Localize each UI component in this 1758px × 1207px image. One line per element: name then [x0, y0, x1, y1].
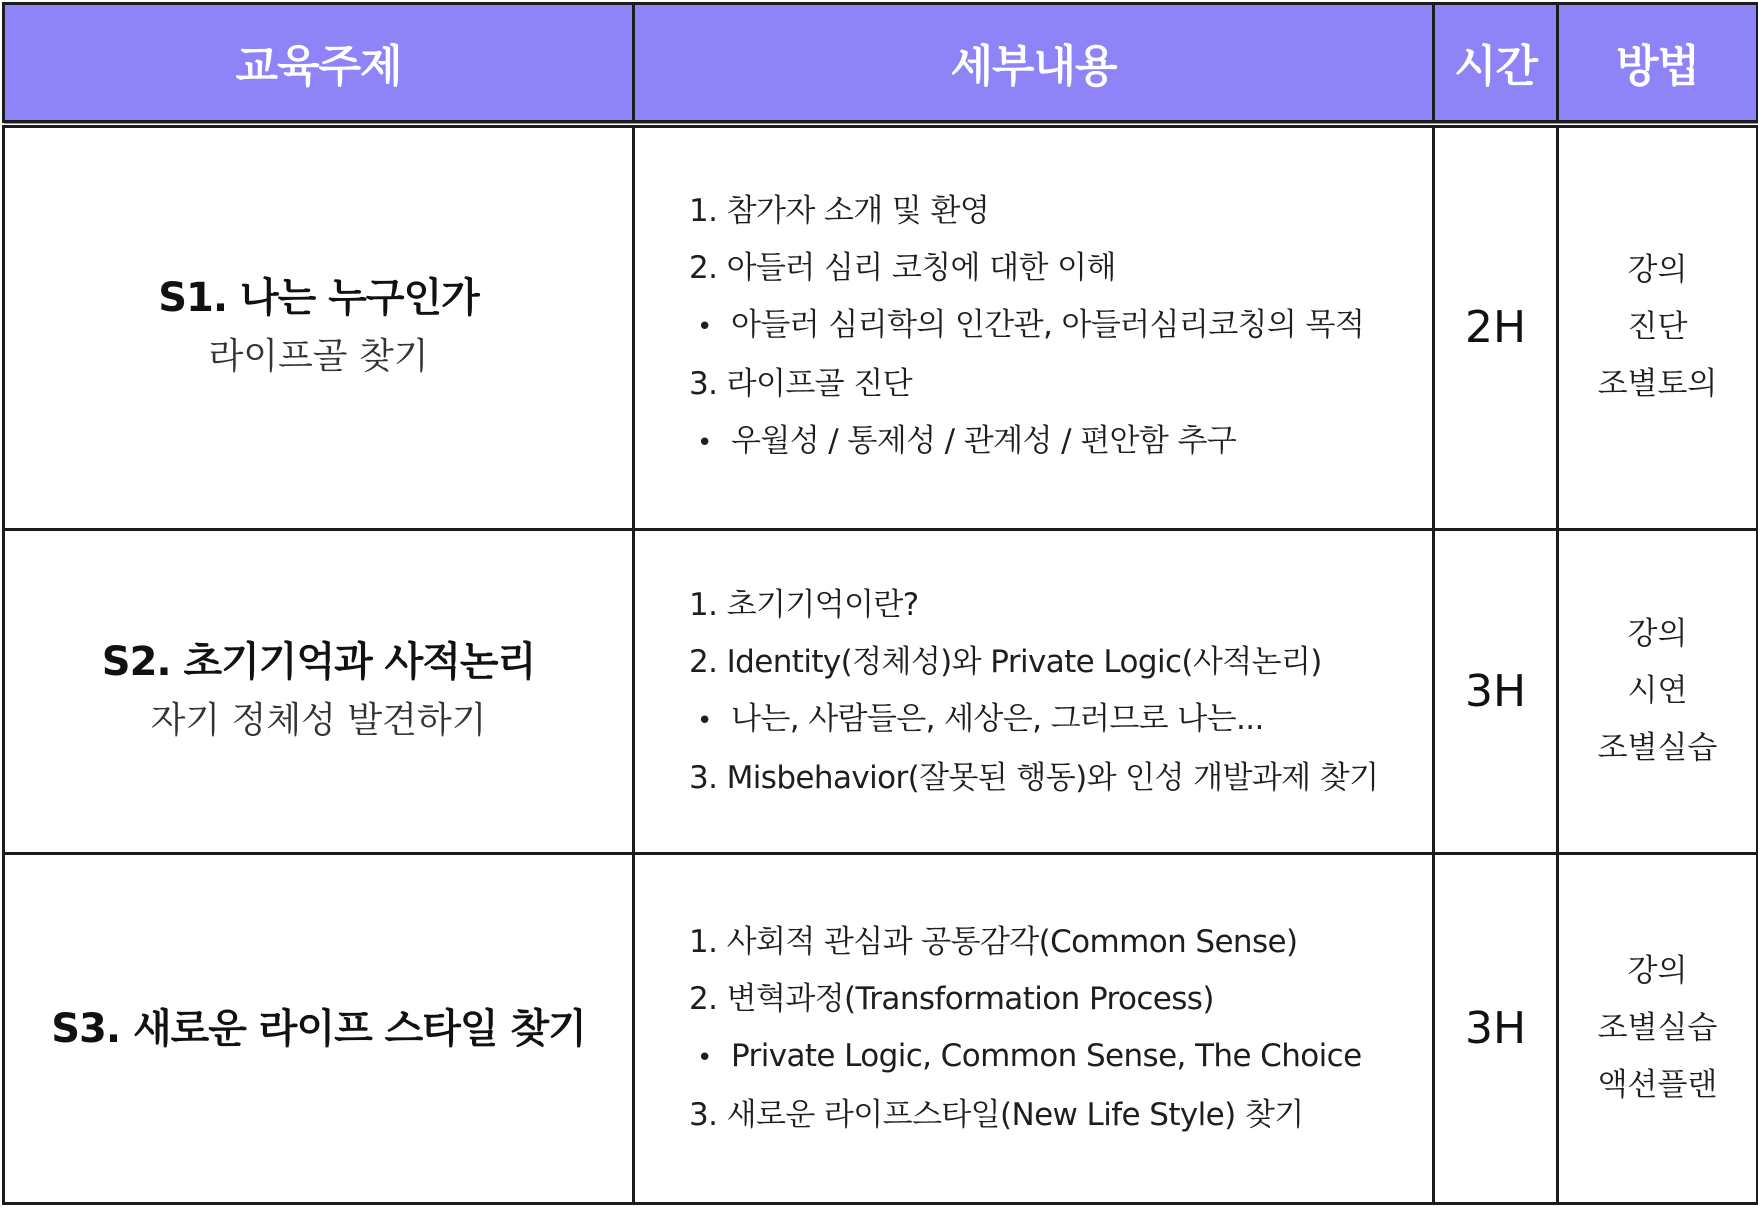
detail-numbered-item: [689, 356, 1412, 413]
session-row: [4, 854, 1758, 1204]
session-subtitle: 라이프골 찾기: [208, 335, 429, 377]
session-row: [4, 530, 1758, 854]
detail-text: 3. Misbehavior(잘못된 행동)와 인성 개발과제 찾기: [689, 759, 1379, 796]
detail-numbered-item: [689, 183, 1412, 240]
curriculum-table: [2, 2, 1758, 1205]
topic-cell: [4, 530, 634, 854]
detail-text: 아들러 심리학의 인간관, 아들러심리코칭의 목적: [731, 307, 1365, 344]
hours-cell: 2H: [1434, 124, 1558, 530]
details-list: [689, 183, 1412, 472]
details-cell: [634, 124, 1434, 530]
detail-text: 2. 아들러 심리 코칭에 대한 이해: [689, 250, 1116, 287]
method-item: 강의: [1627, 953, 1688, 989]
details-cell: [634, 854, 1434, 1204]
bullet-icon: •: [697, 1042, 712, 1073]
session-title: S3. 새로운 라이프 스타일 찾기: [51, 1005, 586, 1052]
method-item: 강의: [1627, 252, 1688, 289]
detail-text: Private Logic, Common Sense, The Choice: [731, 1037, 1362, 1074]
detail-text: 2. Identity(정체성)와 Private Logic(사적논리): [689, 643, 1322, 680]
method-item: 진단: [1627, 309, 1688, 346]
bullet-icon: •: [697, 428, 712, 459]
details-list: [689, 914, 1412, 1144]
header-method: 방법: [1558, 4, 1758, 124]
detail-text: 우월성 / 통제성 / 관계성 / 편안함 추구: [731, 423, 1237, 460]
detail-text: 1. 참가자 소개 및 환영: [689, 193, 990, 230]
detail-text: 3. 라이프골 진단: [689, 366, 912, 403]
bullet-icon: •: [697, 312, 712, 343]
header-hours: 시간: [1434, 4, 1558, 124]
detail-numbered-item: [689, 750, 1412, 807]
details-cell: [634, 530, 1434, 854]
method-item: 액션플랜: [1597, 1067, 1718, 1103]
detail-numbered-item: [689, 1087, 1412, 1144]
session-subtitle: 자기 정체성 발견하기: [150, 699, 487, 741]
method-cell: [1558, 854, 1758, 1204]
detail-bullet-item: [689, 413, 1412, 472]
detail-bullet-item: [689, 691, 1412, 750]
hours-cell: 3H: [1434, 530, 1558, 854]
detail-numbered-item: [689, 914, 1412, 971]
detail-numbered-item: [689, 577, 1412, 634]
method-item: 조별토의: [1597, 366, 1718, 403]
header-topic: 교육주제: [4, 4, 634, 124]
detail-numbered-item: [689, 971, 1412, 1028]
detail-text: 2. 변혁과정(Transformation Process): [689, 980, 1214, 1017]
session-row: [4, 124, 1758, 530]
session-table-body: [4, 124, 1758, 1204]
topic-cell: [4, 124, 634, 530]
detail-text: 1. 초기기억이란?: [689, 586, 919, 623]
hours-cell: 3H: [1434, 854, 1558, 1204]
detail-text: 1. 사회적 관심과 공통감각(Common Sense): [689, 923, 1298, 960]
detail-text: 나는, 사람들은, 세상은, 그러므로 나는...: [731, 700, 1264, 737]
topic-cell: [4, 854, 634, 1204]
detail-text: 3. 새로운 라이프스타일(New Life Style) 찾기: [689, 1096, 1304, 1133]
bullet-icon: •: [697, 705, 712, 736]
session-title: S1. 나는 누구인가: [158, 274, 479, 321]
details-list: [689, 577, 1412, 807]
detail-numbered-item: [689, 634, 1412, 691]
detail-bullet-item: [689, 297, 1412, 356]
method-cell: [1558, 124, 1758, 530]
header-row: [4, 4, 1758, 124]
method-cell: [1558, 530, 1758, 854]
method-item: 조별실습: [1597, 1010, 1718, 1046]
method-item: 강의: [1627, 616, 1688, 652]
session-title: S2. 초기기억과 사적논리: [101, 638, 536, 685]
header-details: 세부내용: [634, 4, 1434, 124]
method-item: 시연: [1627, 673, 1688, 709]
detail-bullet-item: [689, 1028, 1412, 1087]
detail-numbered-item: [689, 240, 1412, 297]
method-item: 조별실습: [1597, 730, 1718, 766]
